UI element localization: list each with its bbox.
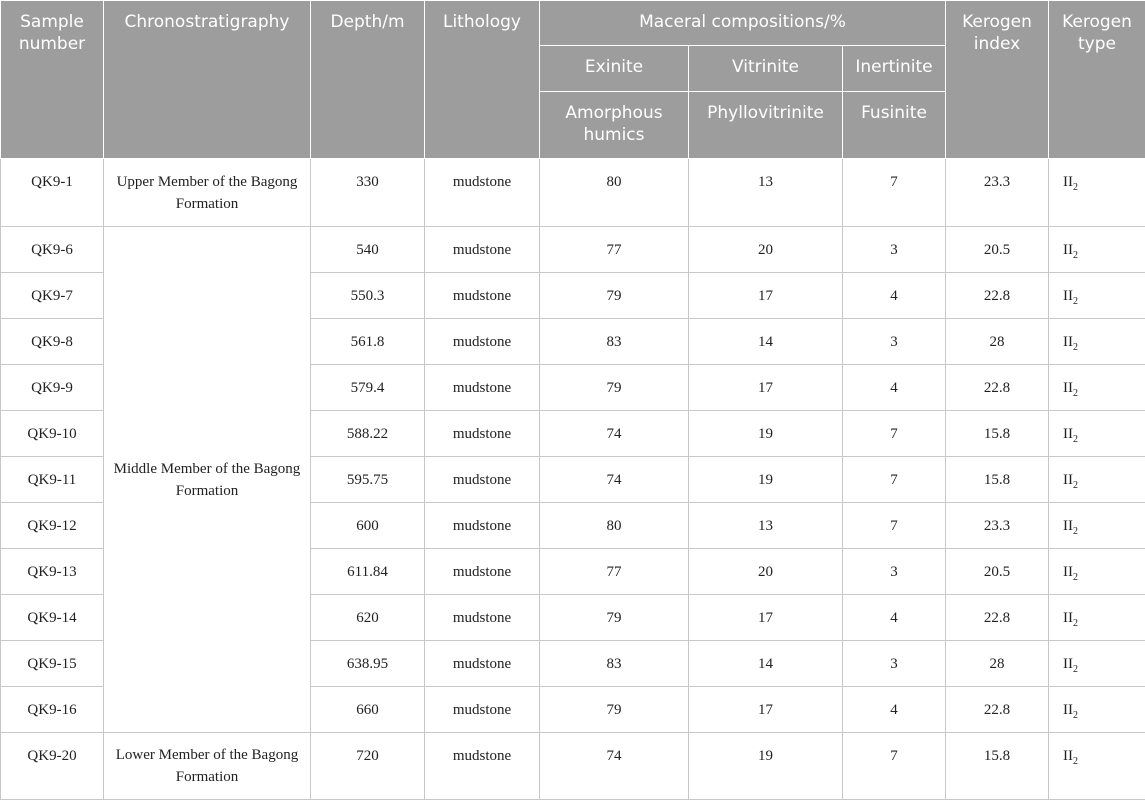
table-row (1, 159, 1145, 227)
header-chronostratigraphy: Chronostratigraphy (104, 1, 311, 159)
header-inertinite: Inertinite (843, 46, 946, 92)
fusinite-cell: 3 (843, 319, 946, 365)
amorphous-humics-cell: 79 (540, 595, 689, 641)
chronostratigraphy-cell-middle: Middle Member of the Bagong Formation (104, 227, 311, 733)
fusinite-cell: 7 (843, 733, 946, 800)
fusinite-cell: 3 (843, 641, 946, 687)
kerogen-type-main: II (1063, 242, 1073, 258)
kerogen-type-cell (1049, 319, 1145, 365)
fusinite-cell: 7 (843, 503, 946, 549)
kerogen-type-main: II (1063, 656, 1073, 672)
header-sample-number: Sample number (1, 1, 104, 159)
sample-number-cell: QK9-8 (1, 319, 104, 365)
kerogen-type-main: II (1063, 380, 1073, 396)
kerogen-type-subscript: 2 (1073, 250, 1078, 261)
amorphous-humics-cell: 74 (540, 411, 689, 457)
amorphous-humics-cell: 77 (540, 549, 689, 595)
kerogen-index-cell: 15.8 (946, 733, 1049, 800)
sample-number-cell: QK9-6 (1, 227, 104, 273)
header-phyllovitrinite: Phyllovitrinite (689, 92, 843, 159)
kerogen-type-subscript: 2 (1073, 480, 1078, 491)
sample-number-cell: QK9-16 (1, 687, 104, 733)
kerogen-type-subscript: 2 (1073, 182, 1078, 193)
kerogen-index-cell: 22.8 (946, 273, 1049, 319)
amorphous-humics-cell: 80 (540, 159, 689, 227)
fusinite-cell: 4 (843, 273, 946, 319)
sample-number-cell: QK9-1 (1, 159, 104, 227)
phyllovitrinite-cell: 19 (689, 411, 843, 457)
phyllovitrinite-cell: 19 (689, 733, 843, 800)
amorphous-humics-cell: 79 (540, 687, 689, 733)
depth-cell: 330 (311, 159, 425, 227)
phyllovitrinite-cell: 20 (689, 227, 843, 273)
header-depth: Depth/m (311, 1, 425, 159)
kerogen-type-main: II (1063, 472, 1073, 488)
lithology-cell: mudstone (425, 365, 540, 411)
kerogen-index-cell: 23.3 (946, 503, 1049, 549)
kerogen-type-main: II (1063, 702, 1073, 718)
fusinite-cell: 3 (843, 227, 946, 273)
kerogen-type-main: II (1063, 748, 1073, 764)
depth-cell: 611.84 (311, 549, 425, 595)
sample-number-cell: QK9-9 (1, 365, 104, 411)
fusinite-cell: 4 (843, 365, 946, 411)
lithology-cell: mudstone (425, 227, 540, 273)
phyllovitrinite-cell: 20 (689, 549, 843, 595)
header-kerogen-index: Kerogen index (946, 1, 1049, 159)
lithology-cell: mudstone (425, 687, 540, 733)
phyllovitrinite-cell: 14 (689, 641, 843, 687)
phyllovitrinite-cell: 14 (689, 319, 843, 365)
amorphous-humics-cell: 83 (540, 319, 689, 365)
kerogen-type-subscript: 2 (1073, 526, 1078, 537)
amorphous-humics-cell: 80 (540, 503, 689, 549)
lithology-cell: mudstone (425, 595, 540, 641)
lithology-cell: mudstone (425, 457, 540, 503)
kerogen-type-subscript: 2 (1073, 572, 1078, 583)
kerogen-type-subscript: 2 (1073, 434, 1078, 445)
kerogen-type-cell (1049, 641, 1145, 687)
lithology-cell: mudstone (425, 411, 540, 457)
fusinite-cell: 7 (843, 411, 946, 457)
depth-cell: 600 (311, 503, 425, 549)
kerogen-type-cell (1049, 733, 1145, 800)
amorphous-humics-cell: 79 (540, 365, 689, 411)
sample-number-cell: QK9-11 (1, 457, 104, 503)
kerogen-type-cell (1049, 457, 1145, 503)
kerogen-type-main: II (1063, 610, 1073, 626)
depth-cell: 588.22 (311, 411, 425, 457)
lithology-cell: mudstone (425, 159, 540, 227)
kerogen-type-main: II (1063, 426, 1073, 442)
fusinite-cell: 7 (843, 159, 946, 227)
kerogen-type-subscript: 2 (1073, 388, 1078, 399)
kerogen-index-cell: 15.8 (946, 411, 1049, 457)
kerogen-index-cell: 20.5 (946, 549, 1049, 595)
lithology-cell: mudstone (425, 503, 540, 549)
kerogen-type-cell (1049, 549, 1145, 595)
depth-cell: 638.95 (311, 641, 425, 687)
kerogen-index-cell: 28 (946, 641, 1049, 687)
depth-cell: 620 (311, 595, 425, 641)
lithology-cell: mudstone (425, 319, 540, 365)
fusinite-cell: 7 (843, 457, 946, 503)
kerogen-index-cell: 20.5 (946, 227, 1049, 273)
kerogen-type-cell (1049, 227, 1145, 273)
fusinite-cell: 4 (843, 595, 946, 641)
depth-cell: 579.4 (311, 365, 425, 411)
depth-cell: 540 (311, 227, 425, 273)
kerogen-type-cell (1049, 159, 1145, 227)
table-row (1, 227, 1145, 273)
fusinite-cell: 4 (843, 687, 946, 733)
kerogen-type-main: II (1063, 174, 1073, 190)
fusinite-cell: 3 (843, 549, 946, 595)
table-body (1, 159, 1145, 800)
phyllovitrinite-cell: 17 (689, 365, 843, 411)
phyllovitrinite-cell: 17 (689, 273, 843, 319)
header-vitrinite: Vitrinite (689, 46, 843, 92)
kerogen-type-subscript: 2 (1073, 756, 1078, 767)
lithology-cell: mudstone (425, 549, 540, 595)
amorphous-humics-cell: 74 (540, 733, 689, 800)
kerogen-type-subscript: 2 (1073, 664, 1078, 675)
header-lithology: Lithology (425, 1, 540, 159)
depth-cell: 550.3 (311, 273, 425, 319)
sample-number-cell: QK9-12 (1, 503, 104, 549)
sample-number-cell: QK9-10 (1, 411, 104, 457)
chronostratigraphy-cell-lower: Lower Member of the Bagong Formation (104, 733, 311, 800)
header-amorphous-humics: Amorphous humics (540, 92, 689, 159)
kerogen-type-cell (1049, 273, 1145, 319)
table-header (1, 1, 1145, 159)
lithology-cell: mudstone (425, 641, 540, 687)
depth-cell: 720 (311, 733, 425, 800)
sample-number-cell: QK9-15 (1, 641, 104, 687)
amorphous-humics-cell: 74 (540, 457, 689, 503)
depth-cell: 595.75 (311, 457, 425, 503)
kerogen-type-subscript: 2 (1073, 710, 1078, 721)
phyllovitrinite-cell: 17 (689, 595, 843, 641)
phyllovitrinite-cell: 13 (689, 503, 843, 549)
sample-number-cell: QK9-13 (1, 549, 104, 595)
depth-cell: 561.8 (311, 319, 425, 365)
kerogen-type-subscript: 2 (1073, 342, 1078, 353)
kerogen-type-main: II (1063, 564, 1073, 580)
kerogen-type-main: II (1063, 518, 1073, 534)
amorphous-humics-cell: 79 (540, 273, 689, 319)
sample-number-cell: QK9-14 (1, 595, 104, 641)
kerogen-index-cell: 22.8 (946, 687, 1049, 733)
kerogen-index-cell: 28 (946, 319, 1049, 365)
amorphous-humics-cell: 83 (540, 641, 689, 687)
lithology-cell: mudstone (425, 273, 540, 319)
phyllovitrinite-cell: 13 (689, 159, 843, 227)
lithology-cell: mudstone (425, 733, 540, 800)
header-fusinite: Fusinite (843, 92, 946, 159)
sample-number-cell: QK9-7 (1, 273, 104, 319)
kerogen-index-cell: 23.3 (946, 159, 1049, 227)
chronostratigraphy-cell-upper: Upper Member of the Bagong Formation (104, 159, 311, 227)
kerogen-type-cell (1049, 411, 1145, 457)
kerogen-type-main: II (1063, 288, 1073, 304)
kerogen-index-cell: 15.8 (946, 457, 1049, 503)
header-kerogen-type: Kerogen type (1049, 1, 1145, 159)
phyllovitrinite-cell: 17 (689, 687, 843, 733)
kerogen-type-subscript: 2 (1073, 618, 1078, 629)
depth-cell: 660 (311, 687, 425, 733)
header-exinite: Exinite (540, 46, 689, 92)
phyllovitrinite-cell: 19 (689, 457, 843, 503)
kerogen-type-main: II (1063, 334, 1073, 350)
kerogen-type-cell (1049, 503, 1145, 549)
kerogen-type-cell (1049, 687, 1145, 733)
header-maceral-compositions: Maceral compositions/% (540, 1, 946, 46)
kerogen-type-cell (1049, 595, 1145, 641)
amorphous-humics-cell: 77 (540, 227, 689, 273)
kerogen-index-cell: 22.8 (946, 365, 1049, 411)
kerogen-type-subscript: 2 (1073, 296, 1078, 307)
table-row (1, 733, 1145, 800)
kerogen-index-cell: 22.8 (946, 595, 1049, 641)
sample-number-cell: QK9-20 (1, 733, 104, 800)
kerogen-type-cell (1049, 365, 1145, 411)
